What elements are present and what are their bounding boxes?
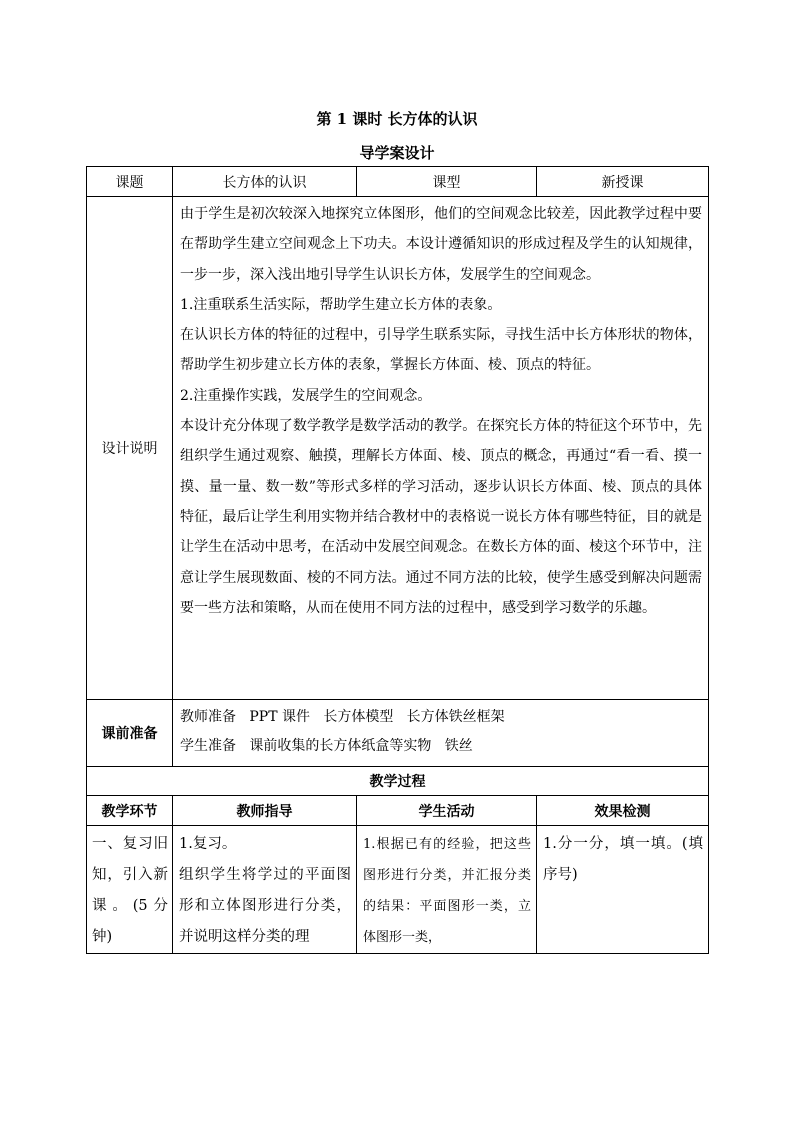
prep-label: 课前准备 — [87, 700, 173, 767]
process-columns-row — [87, 796, 709, 826]
process-heading: 教学过程 — [87, 767, 709, 796]
header-row — [87, 167, 709, 197]
topic-value: 长方体的认识 — [173, 167, 357, 197]
design-paragraph: 在认识长方体的特征的过程中，引导学生联系实际，寻找生活中长方体形状的物体，帮助学生初步建立长方体的表象，掌握长方体面、棱、顶点的特征。 — [180, 327, 702, 374]
plan-subtitle: 导学案设计 — [359, 144, 435, 162]
design-paragraph: 由于学生是初次较深入地探究立体图形，他们的空间观念比较差，因此教学过程中要在帮助学生建立空间观念上下功夫。本设计遵循知识的形成过程及学生的认知规律，一步一步，深入浅出地引导学生认识长方体，发展学生的空间观念。 — [180, 206, 702, 283]
design-row — [87, 197, 709, 700]
student-prep: 学生准备 课前收集的长方体纸盒等实物 铁丝 — [180, 738, 473, 754]
student-activity-cell: 1.根据已有的经验，把这些图形进行分类，并汇报分类的结果：平面图形一类，立体图形一类， — [357, 826, 537, 954]
column-header: 教学环节 — [87, 796, 173, 826]
design-paragraph: 1.注重联系生活实际，帮助学生建立长方体的表象。 — [180, 296, 502, 313]
column-header: 教师指导 — [173, 796, 357, 826]
type-label: 课型 — [357, 167, 537, 197]
prep-content — [173, 700, 709, 767]
design-paragraph: 本设计充分体现了数学教学是数学活动的教学。在探究长方体的特征这个环节中，先组织学生通过观察、触摸，理解长方体面、棱、顶点的概念，再通过“看一看、摸一摸、量一量、数一数”等形式多样的学习活动，逐步认识长方体面、棱、顶点的具体特征，最后让学生利用实物并结合教材中的表格说一说长方体有哪些特征，目的就是让学生在活动中思考，在活动中发展空间观念。在数长方体的面、棱这个环节中，注意让学生展现数面、棱的不同方法。通过不同方法的比较，使学生感受到解决问题需要一些方法和策略，从而在使用不同方法的过程中，感受到学习数学的乐趣。 — [180, 418, 702, 616]
design-label: 设计说明 — [87, 197, 173, 700]
design-description — [173, 197, 709, 700]
teacher-guidance-line: 1.复习。 — [179, 836, 237, 852]
lesson-title: 第 1 课时 长方体的认识 — [316, 110, 478, 128]
teacher-prep: 教师准备 PPT 课件 长方体模型 长方体铁丝框架 — [180, 709, 505, 725]
column-header: 学生活动 — [357, 796, 537, 826]
teacher-guidance-line: 组织学生将学过的平面图形和立体图形进行分类，并说明这样分类的理 — [179, 867, 351, 945]
stage-cell: 一、复习旧知，引入新课。(5分钟) — [87, 826, 173, 954]
prep-row — [87, 700, 709, 767]
topic-label: 课题 — [87, 167, 173, 197]
design-paragraph: 2.注重操作实践，发展学生的空间观念。 — [180, 387, 432, 404]
teacher-guidance-cell — [173, 826, 357, 954]
column-header: 效果检测 — [537, 796, 709, 826]
type-value: 新授课 — [537, 167, 709, 197]
lesson-plan-table — [86, 166, 709, 954]
process-row — [87, 826, 709, 954]
process-heading-row — [87, 767, 709, 796]
effect-check-cell: 1.分一分，填一填。(填序号) — [537, 826, 709, 954]
